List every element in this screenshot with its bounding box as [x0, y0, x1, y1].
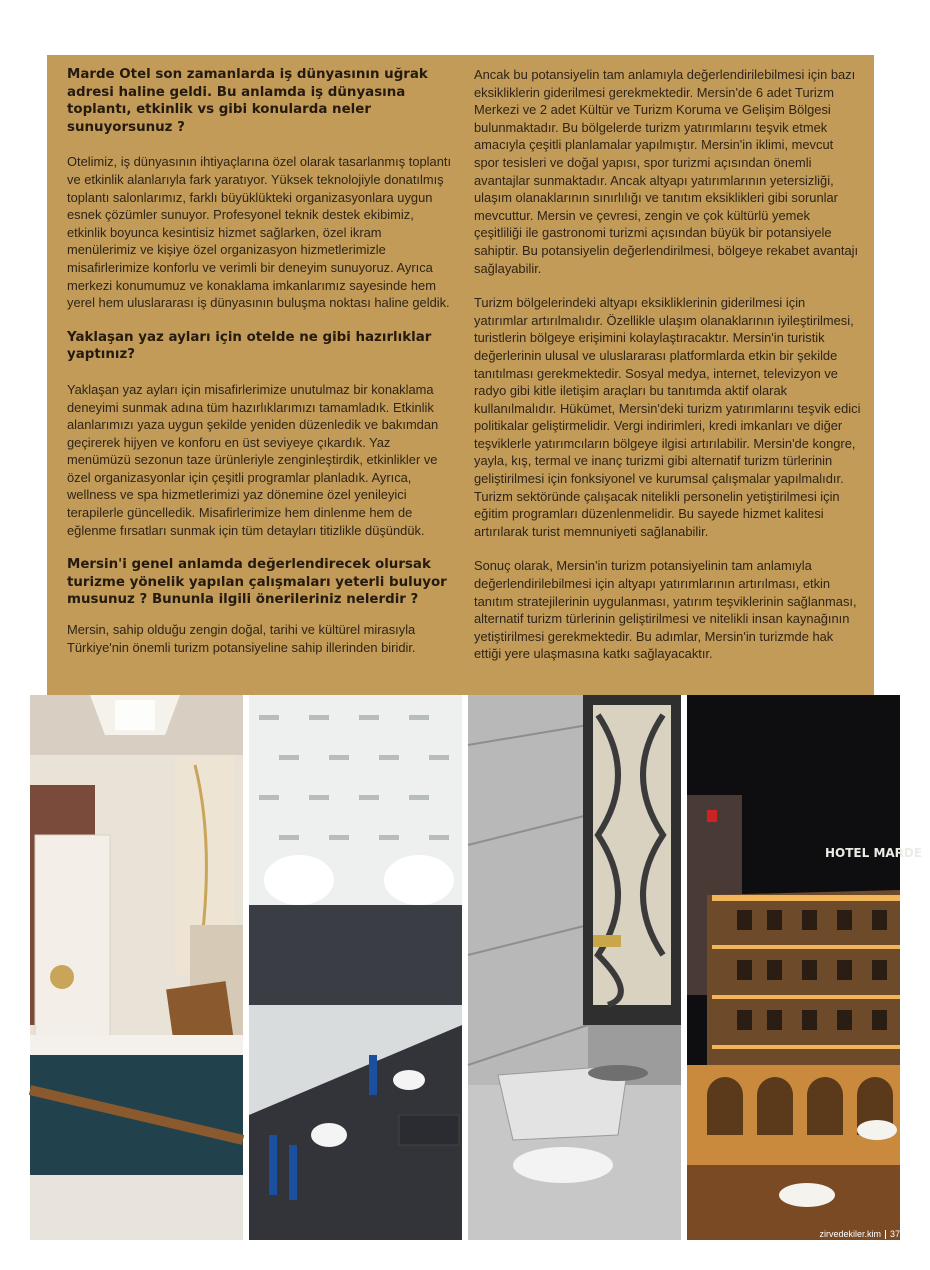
photo-strip [30, 695, 923, 1240]
body-paragraph: Turizm bölgelerindeki altyapı eksikliklerinin giderilmesi için yatırımlar artırılmalıdır. Özellikle ulaşım olanaklarının iyileştirilmesi, turistlerin bölgeye erişimini kolaylaştıracaktır. Mersin'in turistik değerlerinin ulusal ve uluslararası platformlarda etkin bir şekilde tanıtılması gerekmektedir. Sosyal medya, internet, televizyon ve radyo gibi kitle iletişim araçları bu tanıtımda aktif olarak kullanılmalıdır. Hükümet, Mersin'deki turizm yatırımlarını teşvik edici politikalar geliştirmelidir. Vergi indirimleri, kredi imkanları ve diğer teşviklerle yatırımcıların bölgeye ilgisi artırılabilir. Mersin'de kongre, yayla, kış, termal ve inanç turizmi gibi alternatif turizm türlerinin geliştirilmesi için fonksiyonel ve kurumsal çalışmalar yapılmalıdır. Turizm sektöründe çalışacak nitelikli personelin yetiştirilmesi için eğitim programları düzenlenmelidir. Bu sayede hizmet kalitesi artırılarak turist memnuniyeti sağlanabilir. [474, 295, 861, 539]
page-number: 37 [889, 1229, 900, 1239]
question-heading: Mersin'i genel anlamda değerlendirecek olursak turizme yönelik yapılan çalışmaları yeterli buluyor musunuz ? Bununla ilgili önerileriniz nelerdir ? [67, 557, 447, 608]
footer-site: zirvedekiler.kim [819, 1229, 881, 1239]
question-heading: Yaklaşan yaz ayları için otelde ne gibi hazırlıklar yaptınız? [67, 329, 432, 363]
question-heading: Marde Otel son zamanlarda iş dünyasının uğrak adresi haline geldi. Bu anlamda iş dünyasına toplantı, etkinlik vs gibi konularda neler sunuyorsunuz ? [67, 67, 428, 135]
body-paragraph: Sonuç olarak, Mersin'in turizm potansiyelinin tam anlamıyla değerlendirilebilmesi için altyapı yatırımlarının artırılması, etkin tanıtım stratejilerinin uygulanması, yatırım teşviklerinin sağlanması, alternatif turizm türlerinin geliştirilmesi ve nitelikli insan kaynağının yetiştirilmesi gerekmektedir. Bu adımlar, Mersin'in turizmde hak ettiği yere ulaşmasına katkı sağlayacaktır. [474, 558, 857, 662]
footer-divider [885, 1230, 886, 1239]
right-column [474, 66, 861, 680]
hotel-sign: HOTEL MARDE [825, 846, 923, 860]
hotel-exterior-night-photo [687, 695, 923, 1240]
meeting-room-photo [249, 695, 462, 1240]
answer-paragraph: Mersin, sahip olduğu zengin doğal, tarihi ve kültürel mirasıyla Türkiye'nin önemli turizm potansiyeline sahip illerinden biridir. [67, 622, 416, 655]
page-footer [819, 1228, 900, 1240]
hotel-room-photo [30, 695, 243, 1240]
left-column [67, 66, 454, 673]
spa-hammam-photo [468, 695, 681, 1240]
answer-paragraph: Otelimiz, iş dünyasının ihtiyaçlarına özel olarak tasarlanmış toplantı ve etkinlik alanlarıyla fark yaratıyor. Yüksek teknolojiyle donatılmış toplantı salonlarımız, farklı büyüklükteki organizasyonlara uygun esnek çözümler sunuyor. Profesyonel teknik destek ekibimiz, etkinlik boyunca kesintisiz hizmet sağlarken, özel ikram menülerimiz ve kişiye özel organizasyon hizmetlerimizle misafirlerimize konforlu ve verimli bir deneyim sunuyoruz. Ayrıca merkezi konumumuz ve konaklama imkanlarımız sayesinde hem yerel hem uluslararası iş dünyasının buluşma noktası haline geldik. [67, 154, 452, 311]
answer-paragraph: Yaklaşan yaz ayları için misafirlerimize unutulmaz bir konaklama deneyimi sunmak adına tüm hazırlıklarımızı tamamladık. Etkinlik alanlarımızı yaza uygun şekilde yeniden düzenledik ve bakımdan geçirerek hijyen ve konforu en üst seviyeye çıkardık. Yaz menümüzü sezonun taze ürünleriyle zenginleştirdik, etkinlikler ve özel organizasyonlar için çeşitli programlar planladık. Ayrıca, wellness ve spa hizmetlerimizi yaz dönemine özel yenileyici terapilerle güncelledik. Misafirlerimize hem dinlenme hem de eğlenme fırsatları sunmak için tüm detayları titizlikle düşündük. [67, 381, 439, 538]
body-paragraph: Ancak bu potansiyelin tam anlamıyla değerlendirilebilmesi için bazı eksikliklerin giderilmesi gerekmektedir. Mersin'de 6 adet Turizm Merkezi ve 2 adet Kültür ve Turizm Koruma ve Gelişim Bölgesi bulunmaktadır. Bu bölgelerde turizm yatırımlarını teşvik etmek amacıyla çeşitli planlamalar yapılmıştır. Mersin'in iklimi, mevcut spor tesisleri ve doğal yapısı, spor turizmi açısından önemli avantajlar sunmaktadır. Ancak altyapı yatırımlarının yetersizliği, ulaşım olanaklarının sınırlılığı ve tanıtım eksiklikleri gibi sorunlar mevcuttur. Mersin ve çevresi, zengin ve çok kültürlü yemek çeşitliliği ile gastronomi turizmi açısından büyük bir potansiyele sahiptir. Bu potansiyelin değerlendirilmesi, bölgeye rekabet avantajı sağlayabilir. [474, 67, 859, 276]
